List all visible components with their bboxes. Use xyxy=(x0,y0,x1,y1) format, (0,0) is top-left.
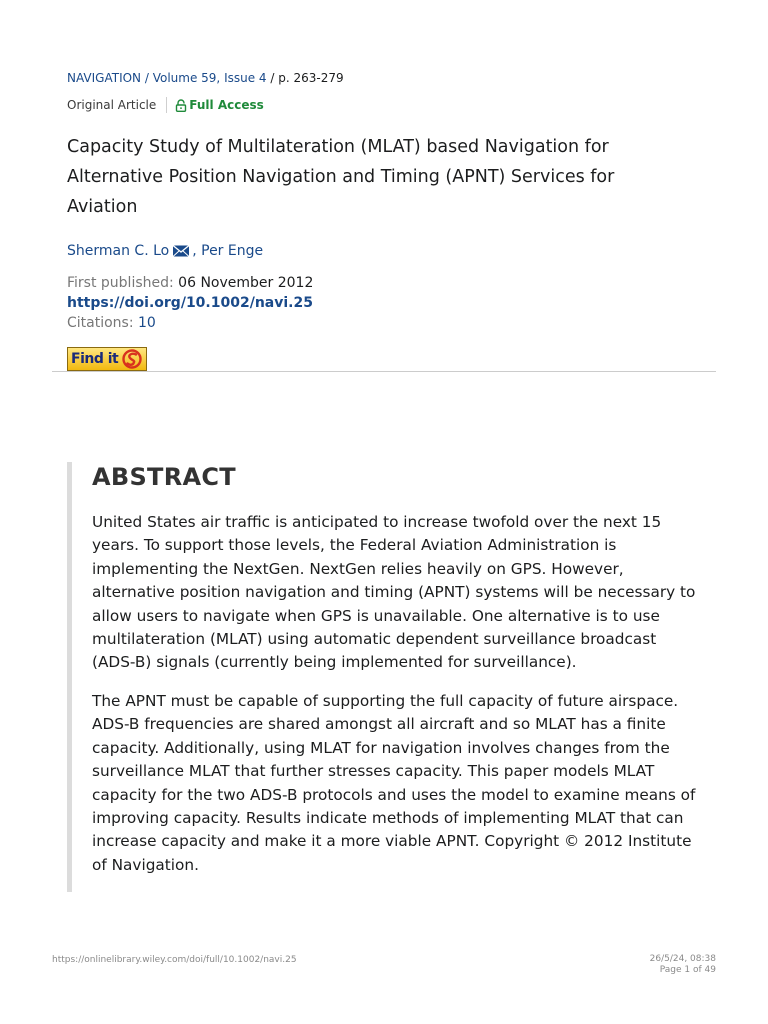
article-type: Original Article xyxy=(67,98,157,112)
access-label: Full Access xyxy=(189,98,264,112)
abstract-paragraph: The APNT must be capable of supporting the full capacity of future airspace. ADS-B frequencies are shared amongst all aircraft and so MLAT has a finite capacity. Additionally, using MLAT for navigation involves changes from the surveillance MLAT that further stresses capacity. This paper models MLAT capacity for the two ADS-B protocols and uses the model to examine means of improving capacity. Results indicate methods of implementing MLAT that can increase capacity and make it a more viable APNT. Copyright © 2012 Institute of Navigation. xyxy=(92,692,696,874)
footer-url: https://onlinelibrary.wiley.com/doi/full/10.1002/navi.25 xyxy=(52,955,297,965)
meta-divider xyxy=(166,97,167,113)
breadcrumb-separator: / xyxy=(141,71,153,85)
abstract-accent-bar xyxy=(67,462,72,892)
header-divider xyxy=(52,371,716,372)
citations xyxy=(67,313,156,333)
first-published-date: 06 November 2012 xyxy=(173,275,314,291)
footer-page-number: Page 1 of 49 xyxy=(659,965,716,975)
article-title: Capacity Study of Multilateration (MLAT) based Navigation for Alternative Position Navigation and Timing (APNT) Services for Aviation xyxy=(67,137,615,217)
abstract-paragraph: United States air traffic is anticipated to increase twofold over the next 15 years. To support those levels, the Federal Aviation Administration is implementing the NextGen. NextGen relies heavily on GPS. However, alternative position navigation and timing (APNT) systems will be necessary to allow users to navigate when GPS is unavailable. One alternative is to use multilateration (MLAT) using automatic dependent surveillance broadcast (ADS-B) signals (currently being implemented for surveillance). xyxy=(92,513,696,672)
breadcrumb-separator: / xyxy=(266,71,279,85)
abstract-heading: ABSTRACT xyxy=(92,463,236,491)
author-list xyxy=(67,241,263,261)
citations-label: Citations: xyxy=(67,315,134,331)
footer-datetime: 26/5/24, 08:38 xyxy=(649,954,716,964)
lock-icon xyxy=(175,99,187,112)
breadcrumb-pages: p. 263-279 xyxy=(278,71,344,85)
envelope-icon[interactable] xyxy=(172,244,191,258)
access-badge xyxy=(175,97,263,113)
breadcrumb-journal-link[interactable]: NAVIGATION xyxy=(67,71,142,85)
footer-info xyxy=(650,954,716,976)
first-published-label: First published: xyxy=(67,275,174,291)
author-link[interactable]: Sherman C. Lo xyxy=(67,243,170,259)
author-link[interactable]: , Per Enge xyxy=(192,243,264,259)
findit-logo xyxy=(121,349,143,369)
article-meta xyxy=(67,97,264,113)
citations-count-link[interactable]: 10 xyxy=(133,315,156,331)
doi-link[interactable]: https://doi.org/10.1002/navi.25 xyxy=(67,295,313,311)
first-published xyxy=(67,273,313,293)
findit-label: Find it xyxy=(71,351,119,367)
breadcrumb-issue-link[interactable]: Volume 59, Issue 4 xyxy=(152,71,267,85)
breadcrumb xyxy=(67,70,344,86)
findit-button[interactable] xyxy=(67,347,147,371)
